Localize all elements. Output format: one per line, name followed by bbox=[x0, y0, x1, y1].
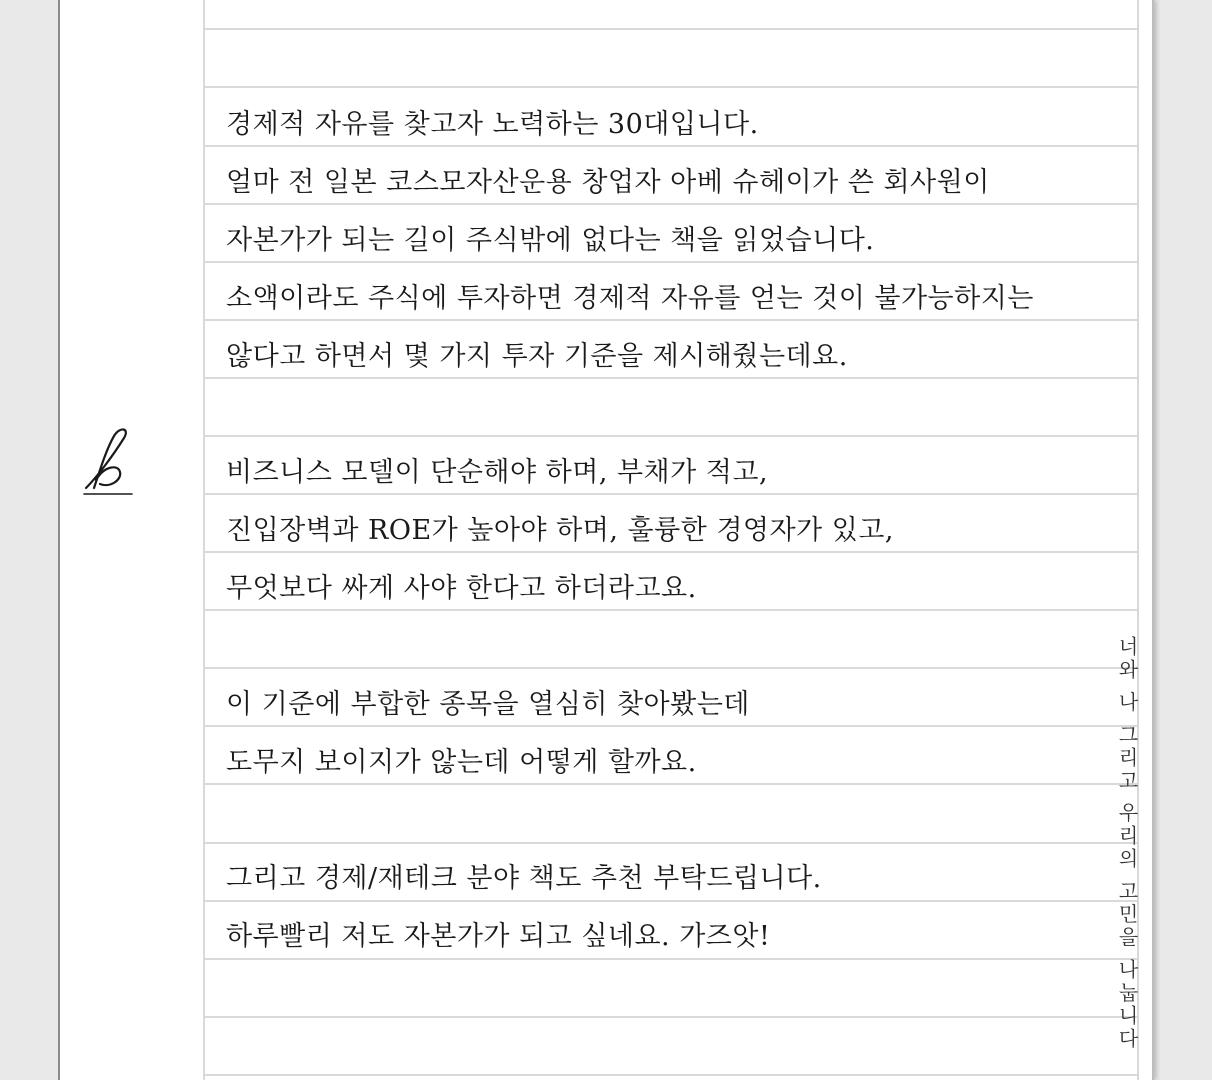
rule-line bbox=[205, 551, 1137, 553]
letter-line: 이 기준에 부합한 종목을 열심히 찾아봤는데 bbox=[226, 689, 750, 720]
letter-line: 얼마 전 일본 코스모자산운용 창업자 아베 슈헤이가 쓴 회사원이 bbox=[226, 167, 990, 198]
rule-line bbox=[205, 261, 1137, 263]
rule-line bbox=[205, 319, 1137, 321]
rule-line bbox=[205, 377, 1137, 379]
letter-page bbox=[58, 0, 1154, 1080]
letter-line: 무엇보다 싸게 사야 한다고 하더라고요. bbox=[226, 573, 697, 604]
letter-line: 경제적 자유를 찾고자 노력하는 30대입니다. bbox=[226, 109, 759, 140]
letter-line: 비즈니스 모델이 단순해야 하며, 부채가 적고, bbox=[226, 457, 769, 488]
rule-line bbox=[205, 725, 1137, 727]
rule-line bbox=[205, 958, 1137, 960]
rule-line bbox=[205, 28, 1137, 30]
rule-line bbox=[205, 203, 1137, 205]
letter-line: 않다고 하면서 몇 가지 투자 기준을 제시해줬는데요. bbox=[226, 341, 848, 372]
ruled-paper bbox=[203, 0, 1139, 1080]
letter-line: 하루빨리 저도 자본가가 되고 싶네요. 가즈앗! bbox=[226, 921, 771, 952]
rule-line bbox=[205, 493, 1137, 495]
rule-line bbox=[205, 842, 1137, 844]
rule-line bbox=[205, 1016, 1137, 1018]
signature-icon bbox=[80, 426, 136, 498]
rule-line bbox=[205, 435, 1137, 437]
rule-line bbox=[205, 783, 1137, 785]
letter-line: 그리고 경제/재테크 분야 책도 추천 부탁드립니다. bbox=[226, 863, 822, 894]
rule-line bbox=[205, 667, 1137, 669]
rule-line bbox=[205, 1074, 1137, 1076]
rule-line bbox=[205, 900, 1137, 902]
letter-line: 도무지 보이지가 않는데 어떻게 할까요. bbox=[226, 747, 697, 778]
letter-line: 소액이라도 주식에 투자하면 경제적 자유를 얻는 것이 불가능하지는 bbox=[226, 283, 1034, 314]
letter-line: 진입장벽과 ROE가 높아야 하며, 훌륭한 경영자가 있고, bbox=[226, 515, 894, 546]
rule-line bbox=[205, 145, 1137, 147]
rule-line bbox=[205, 86, 1137, 88]
letter-line: 자본가가 되는 길이 주식밖에 없다는 책을 읽었습니다. bbox=[226, 225, 875, 256]
rule-line bbox=[205, 609, 1137, 611]
vertical-section-title: 너와 나 그리고 우리의 고민을 나눕니다 bbox=[1115, 636, 1139, 1051]
